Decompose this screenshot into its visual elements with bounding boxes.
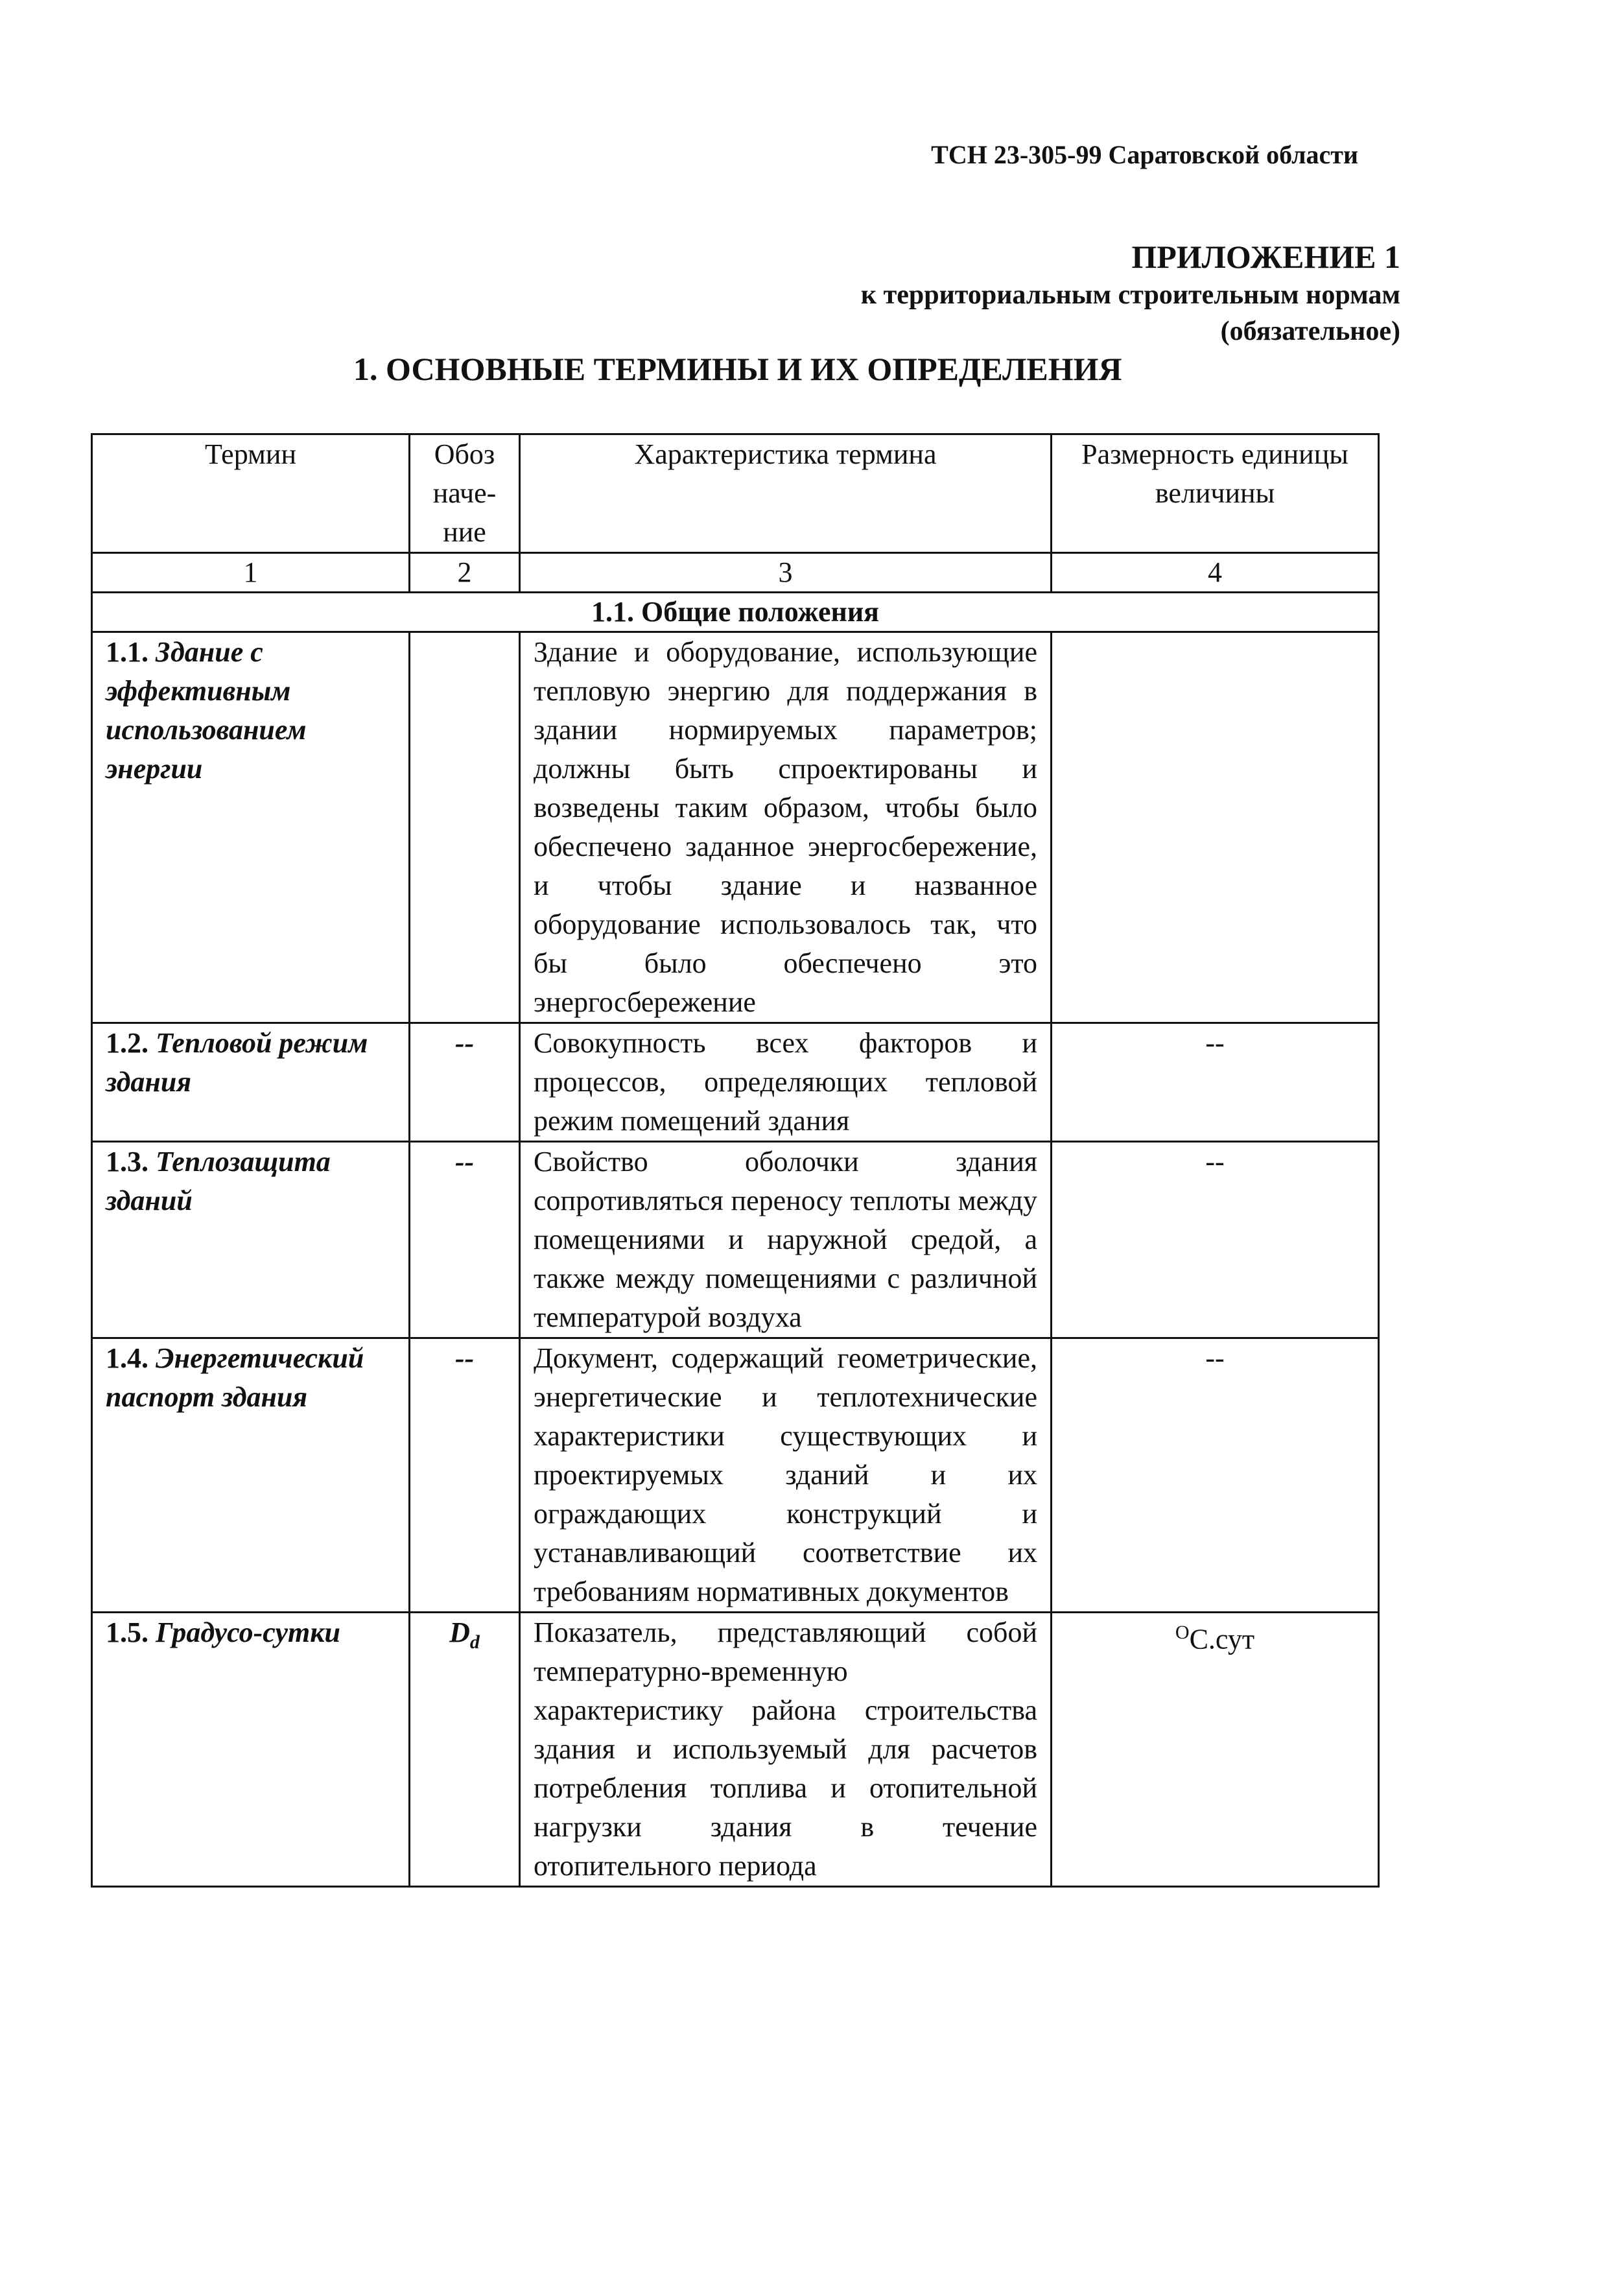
symbol-cell xyxy=(410,1338,520,1613)
term-number: 1.1. xyxy=(106,636,148,668)
column-number: 4 xyxy=(1052,553,1379,593)
symbol-cell xyxy=(410,632,520,1023)
symbol-cell xyxy=(410,1142,520,1338)
characteristic-cell: Документ, содержащий геометрические, энергетические и теплотехнические характеристики существующих и проектируемых зданий и их ограждающих конструкций и устанавливающий соответствие их требованиям нормативных документов xyxy=(520,1338,1052,1613)
symbol-text: -- xyxy=(454,1027,475,1059)
symbol-text: -- xyxy=(454,1146,475,1178)
characteristic-cell: Совокупность всех факторов и процессов, определяющих тепловой режим помещений здания xyxy=(520,1023,1052,1142)
header-unit: Размерность единицы величины xyxy=(1052,434,1379,553)
unit-superscript: О xyxy=(1175,1622,1190,1643)
column-number-row xyxy=(92,553,1379,593)
document-code-header: ТСН 23-305-99 Саратовской области xyxy=(931,140,1358,169)
characteristic-cell: Свойство оболочки здания сопротивляться переносу теплоты между помещениями и наружной средой, а также между помещениями с различной температурой воздуха xyxy=(520,1142,1052,1338)
unit-cell xyxy=(1052,1613,1379,1887)
column-number: 2 xyxy=(410,553,520,593)
unit-text: -- xyxy=(1205,1342,1225,1374)
table-row xyxy=(92,1613,1379,1887)
unit-cell xyxy=(1052,632,1379,1023)
unit-text: -- xyxy=(1205,1146,1225,1178)
unit-text: -- xyxy=(1205,1027,1225,1059)
terms-table xyxy=(91,433,1380,1888)
term-number: 1.5. xyxy=(106,1616,148,1648)
term-name: Теплозащита зданий xyxy=(106,1146,331,1216)
symbol-cell xyxy=(410,1023,520,1142)
term-cell xyxy=(92,1338,410,1613)
table-row xyxy=(92,1142,1379,1338)
unit-cell xyxy=(1052,1338,1379,1613)
term-cell xyxy=(92,632,410,1023)
term-number: 1.4. xyxy=(106,1342,148,1374)
symbol-text: D xyxy=(449,1616,470,1648)
unit-cell xyxy=(1052,1023,1379,1142)
column-number: 1 xyxy=(92,553,410,593)
appendix-subtitle: к территориальным строительным нормам xyxy=(860,280,1400,310)
term-name: Здание с эффективным использованием энергии xyxy=(106,636,307,785)
term-name: Энергетический паспорт здания xyxy=(106,1342,364,1413)
term-number: 1.3. xyxy=(106,1146,148,1178)
symbol-cell xyxy=(410,1613,520,1887)
unit-text: С.сут xyxy=(1189,1623,1255,1655)
appendix-block xyxy=(861,237,1400,349)
header-characteristic: Характеристика термина xyxy=(520,434,1052,553)
section-heading-row xyxy=(92,593,1379,632)
term-cell xyxy=(92,1023,410,1142)
table-header-row xyxy=(92,434,1379,553)
term-number: 1.2. xyxy=(106,1027,148,1059)
table-row xyxy=(92,1338,1379,1613)
column-number: 3 xyxy=(520,553,1052,593)
symbol-text: -- xyxy=(454,1342,475,1374)
table-row xyxy=(92,1023,1379,1142)
table-row xyxy=(92,632,1379,1023)
header-term: Термин xyxy=(92,434,410,553)
term-name: Тепловой режим здания xyxy=(106,1027,368,1098)
term-cell xyxy=(92,1142,410,1338)
unit-cell xyxy=(1052,1142,1379,1338)
symbol-subscript: d xyxy=(469,1631,480,1653)
appendix-title: ПРИЛОЖЕНИЕ 1 xyxy=(1131,239,1400,275)
header-symbol: Обоз наче-ние xyxy=(410,434,520,553)
characteristic-cell: Здание и оборудование, использующие тепловую энергию для поддержания в здании нормируемых параметров; должны быть спроектированы и возведены таким образом, чтобы было обеспечено заданное энергосбережение, и чтобы здание и названное оборудование использовалось так, что бы было обеспечено это энергосбережение xyxy=(520,632,1052,1023)
section-heading: 1.1. Общие положения xyxy=(92,593,1379,632)
appendix-status: (обязательное) xyxy=(1220,316,1400,346)
characteristic-cell: Показатель, представляющий собой температурно-временную характеристику района строительства здания и используемый для расчетов потребления топлива и отопительной нагрузки здания в течение отопительного периода xyxy=(520,1613,1052,1887)
section-title: 1. ОСНОВНЫЕ ТЕРМИНЫ И ИХ ОПРЕДЕЛЕНИЯ xyxy=(353,351,1122,387)
term-cell xyxy=(92,1613,410,1887)
term-name: Градусо-сутки xyxy=(156,1616,340,1648)
